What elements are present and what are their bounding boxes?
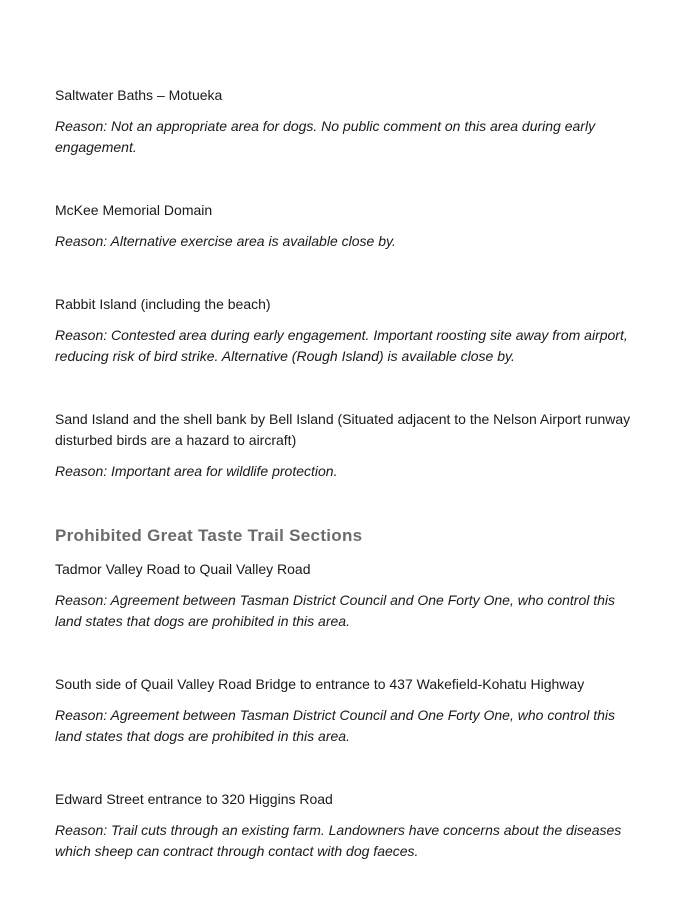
entry-reason: Reason: Trail cuts through an existing farm. Landowners have concerns about the diseases which sheep can contract through contact with dog faeces. [55,822,622,859]
entry-place: Saltwater Baths – Motueka [55,87,223,103]
entry-mckee-memorial-domain [55,200,640,252]
entry-quail-valley-road-bridge [55,674,640,747]
entry-reason: Reason: Alternative exercise area is available close by. [55,233,396,249]
entry-place: South side of Quail Valley Road Bridge to entrance to 437 Wakefield-Kohatu Highway [55,676,585,692]
entry-place: Tadmor Valley Road to Quail Valley Road [55,561,311,577]
entry-reason: Reason: Important area for wildlife protection. [55,463,338,479]
entry-reason: Reason: Not an appropriate area for dogs. No public comment on this area during early engagement. [55,118,596,155]
entry-sand-island [55,409,640,482]
section-heading: Prohibited Great Taste Trail Sections [55,526,363,545]
entry-tadmor-valley-road [55,559,640,632]
entry-saltwater-baths [55,85,640,158]
entry-place: Edward Street entrance to 320 Higgins Road [55,791,333,807]
entry-reason: Reason: Contested area during early engagement. Important roosting site away from airport, reducing risk of bird strike. Alternative (Rough Island) is available close by. [55,327,628,364]
entry-reason: Reason: Agreement between Tasman District Council and One Forty One, who control this land states that dogs are prohibited in this area. [55,707,616,744]
entry-place: Sand Island and the shell bank by Bell Island (Situated adjacent to the Nelson Airport runway disturbed birds are a hazard to aircraft) [55,411,631,448]
entry-reason: Reason: Agreement between Tasman District Council and One Forty One, who control this land states that dogs are prohibited in this area. [55,592,616,629]
entry-edward-street [55,789,640,862]
entry-rabbit-island [55,294,640,367]
entry-place: McKee Memorial Domain [55,202,213,218]
entry-place: Rabbit Island (including the beach) [55,296,271,312]
